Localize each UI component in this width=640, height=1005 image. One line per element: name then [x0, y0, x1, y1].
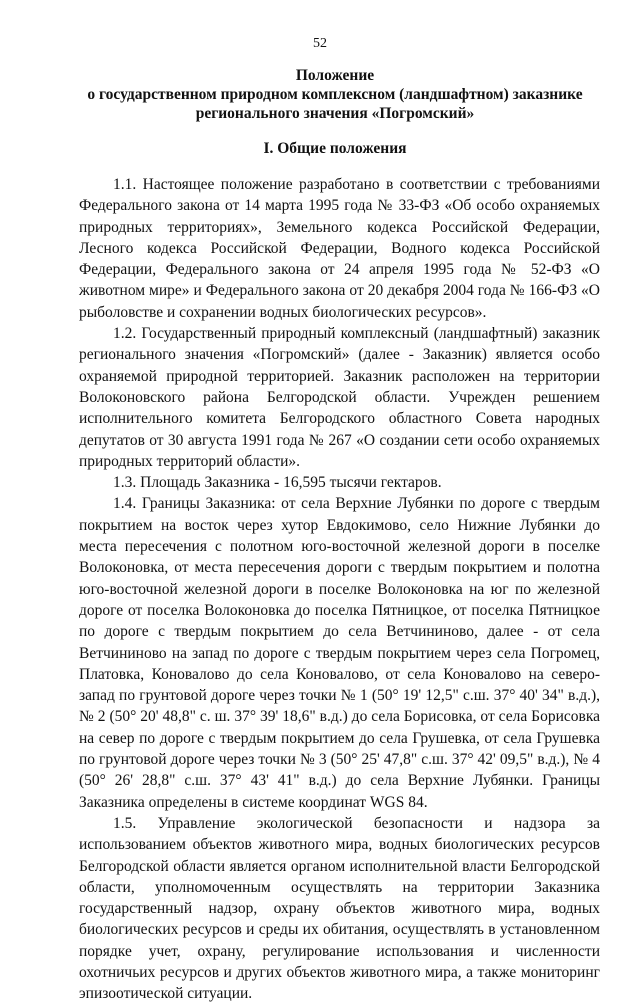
title-line-2: о государственном природном комплексном (ландшафтном) заказнике — [87, 86, 583, 103]
paragraph-1-3: 1.3. Площадь Заказника - 16,595 тысячи гектаров. — [113, 474, 442, 492]
paragraph-1-4: 1.4. Границы Заказника: от села Верхние Лубянки по дороге с твердым покрытием на восток через хутор Евдокимово, село Нижние Лубянки до места пересечения с полотном юго-восточной железной дороги в поселке Волоконовка, от места пересечения дороги с твердым покрытием и полотна юго-восточной железной дороги в поселке Волоконовка на юг по железной дороге от поселка Волоконовка до поселка Пятницкое, от поселка Пятницкое по дороге с твердым покрытием до села Ветчининово, далее - от села Ветчининово на запад по дороге с твердым покрытием через села Погромец, Платовка, Коновалово до села Коновалово, от села Коновалово на северо-запад по грунтовой дороге через точки № 1 (50° 19' 12,5" с.ш. 37° 40' 34" в.д.), № 2 (50° 20' 48,8" с. ш. 37° 39' 18,6" в.д.) до села Борисовка, от села Борисовка на север по дороге с твердым покрытием до села Грушевка, от села Грушевка по грунтовой дороге через точки № 3 (50° 25' 47,8" с.ш. 37° 42' 09,5" в.д.), № 4 (50° 26' 28,8" с.ш. 37° 43' 41" в.д.) до села Верхние Лубянки. Границы Заказника определены в системе координат WGS 84. — [79, 495, 600, 811]
document-body — [79, 174, 600, 1005]
paragraph-1-5: 1.5. Управление экологической безопасности и надзора за использованием объектов животного мира, водных биологических ресурсов Белгородской области является органом исполнительной власти Белгородской области, уполномоченным осуществлять на территории Заказника государственный надзор, охрану объектов животного мира, водных биологических ресурсов и среды их обитания, осуществлять в установленном порядке учет, охрану, регулирование использования и численности охотничьих ресурсов и других объектов животного мира, а также мониторинг эпизоотической ситуации. — [79, 814, 600, 1003]
title-line-3: регионального значения «Погромский» — [195, 105, 475, 122]
title-line-1: Положение — [295, 67, 375, 84]
document-title — [70, 66, 600, 123]
section-heading: I. Общие положения — [263, 140, 407, 157]
paragraph-1-1: 1.1. Настоящее положение разработано в соответствии с требованиями Федерального закона от 14 марта 1995 года № 33-ФЗ «Об особо охраняемых природных территориях», Земельного кодекса Российской Федерации, Лесного кодекса Российской Федерации, Водного кодекса Российской Федерации, Федерального закона от 24 апреля 1995 года № 52-ФЗ «О животном мире» и Федерального закона от 20 декабря 2004 года № 166-ФЗ «О рыболовстве и сохранении водных биологических ресурсов». — [79, 176, 600, 321]
paragraph-1-2: 1.2. Государственный природный комплексный (ландшафтный) заказник регионального значения «Погромский» (далее - Заказник) является особо охраняемой природной территорией. Заказник расположен на территории Волоконовского района Белгородской области. Учрежден решением исполнительного комитета Белгородского областного Совета народных депутатов от 30 августа 1991 года № 267 «О создании сети особо охраняемых природных территорий области». — [79, 325, 600, 470]
page-number: 52 — [313, 36, 327, 51]
